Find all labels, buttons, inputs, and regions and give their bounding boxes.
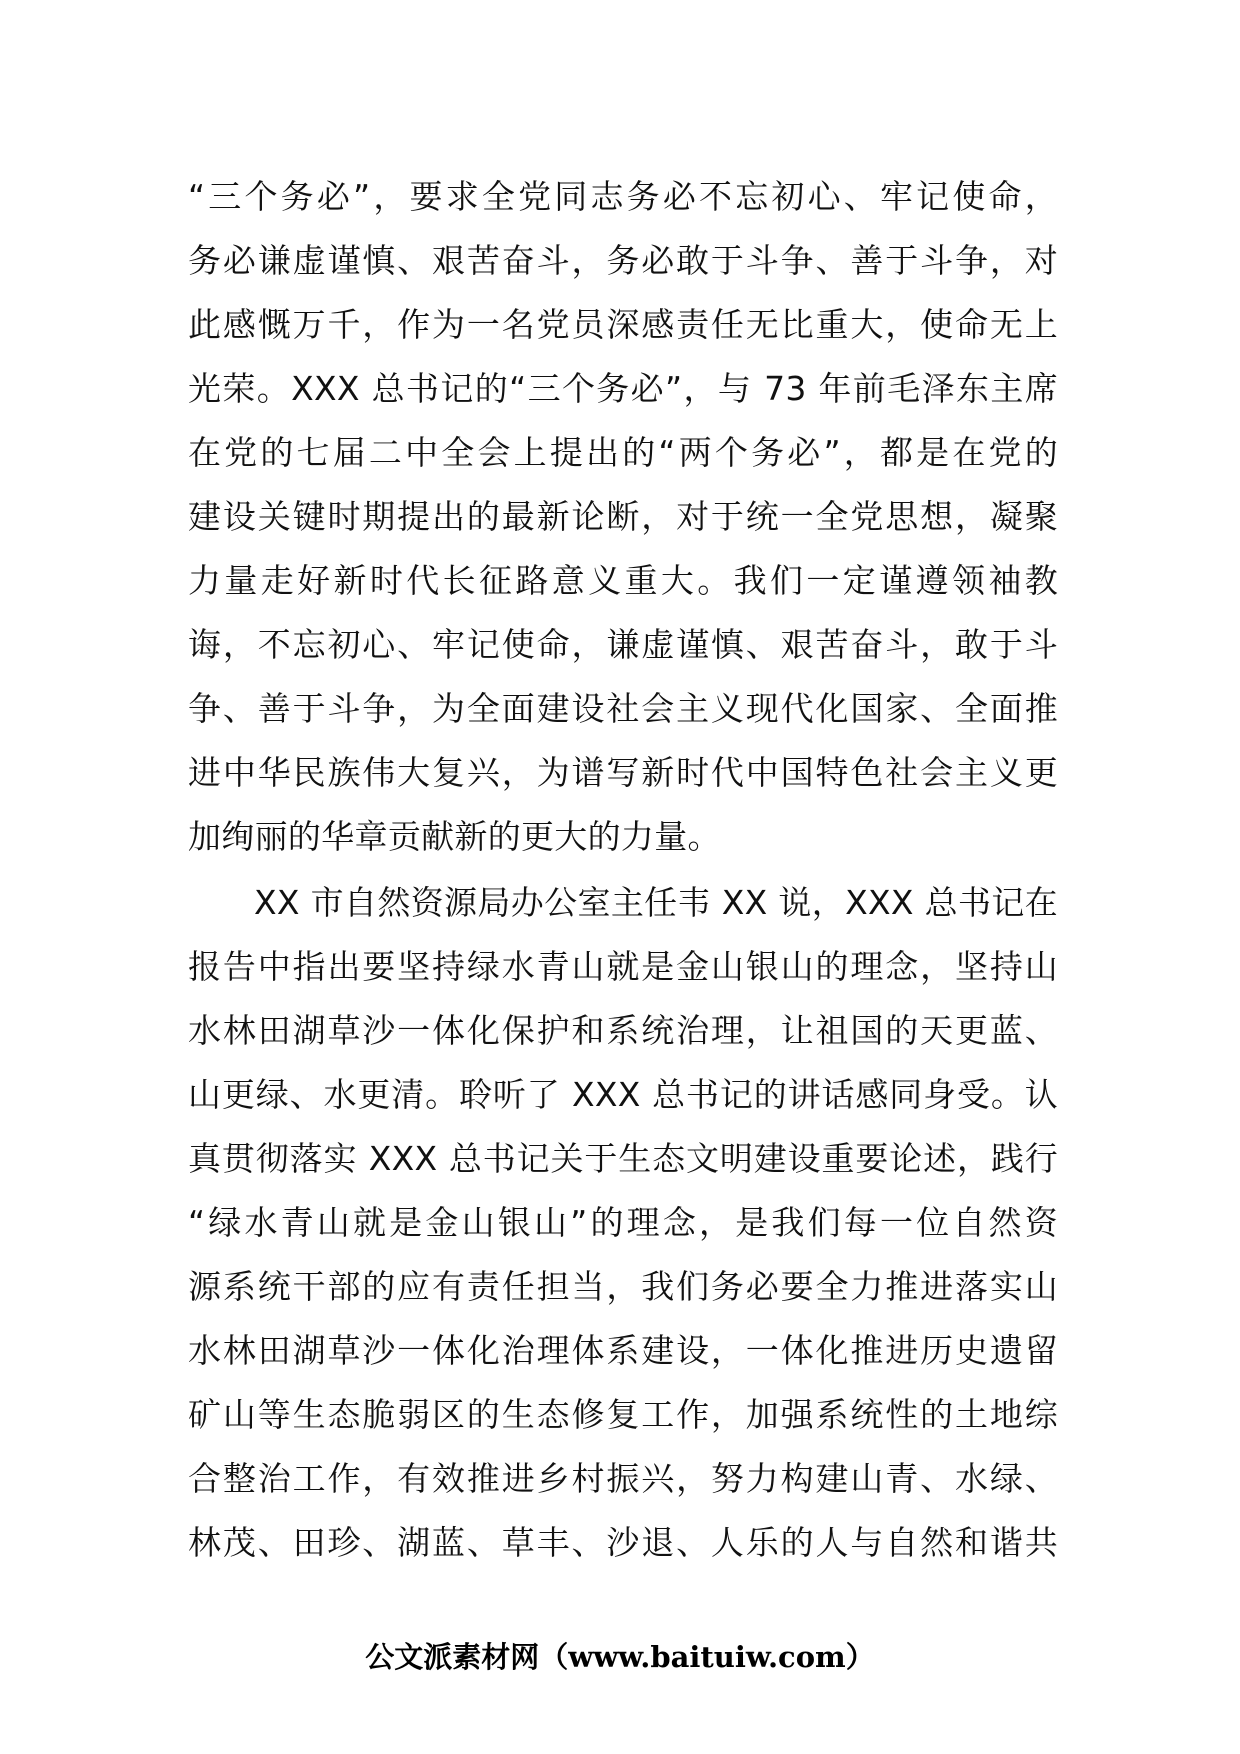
text-line: “三个务必”，要求全党同志务必不忘初心、牢记使命， [188, 177, 1058, 216]
text-line: “绿水青山就是金山银山”的理念，是我们每一位自然资 [188, 1203, 1058, 1242]
text-line: 在党的七届二中全会上提出的“两个务必”，都是在党的 [188, 433, 1058, 472]
paragraph [188, 871, 1058, 1575]
text-line: 争、善于斗争，为全面建设社会主义现代化国家、全面推 [188, 689, 1058, 728]
text-line: 此感慨万千，作为一名党员深感责任无比重大，使命无上 [188, 305, 1058, 344]
text-line: 真贯彻落实 XXX 总书记关于生态文明建设重要论述，践行 [188, 1139, 1058, 1178]
paragraph [188, 165, 1058, 869]
text-line: 源系统干部的应有责任担当，我们务必要全力推进落实山 [188, 1267, 1058, 1306]
text-line: 水林田湖草沙一体化治理体系建设，一体化推进历史遗留 [188, 1331, 1058, 1370]
text-line: 矿山等生态脆弱区的生态修复工作，加强系统性的土地综 [188, 1395, 1058, 1434]
text-line: 山更绿、水更清。聆听了 XXX 总书记的讲话感同身受。认 [188, 1075, 1058, 1114]
text-line: 务必谦虚谨慎、艰苦奋斗，务必敢于斗争、善于斗争，对 [188, 241, 1058, 280]
body-text [188, 165, 1058, 1575]
text-line: 水林田湖草沙一体化保护和系统治理，让祖国的天更蓝、 [188, 1011, 1058, 1050]
text-line: 诲，不忘初心、牢记使命，谦虚谨慎、艰苦奋斗，敢于斗 [188, 625, 1058, 664]
footer-watermark-text: 公文派素材网（www.baituiw.com） [365, 1640, 875, 1674]
text-line: 林茂、田珍、湖蓝、草丰、沙退、人乐的人与自然和谐共 [188, 1523, 1058, 1562]
text-line: 合整治工作，有效推进乡村振兴，努力构建山青、水绿、 [188, 1459, 1058, 1498]
text-line: 报告中指出要坚持绿水青山就是金山银山的理念，坚持山 [188, 947, 1058, 986]
text-line: 加绚丽的华章贡献新的更大的力量。 [188, 817, 721, 856]
text-line: 力量走好新时代长征路意义重大。我们一定谨遵领袖教 [188, 561, 1058, 600]
text-line: 建设关键时期提出的最新论断，对于统一全党思想，凝聚 [188, 497, 1058, 536]
text-line: 进中华民族伟大复兴，为谱写新时代中国特色社会主义更 [188, 753, 1058, 792]
text-line: 光荣。XXX 总书记的“三个务必”，与 73 年前毛泽东主席 [188, 369, 1058, 408]
text-line: XX 市自然资源局办公室主任韦 XX 说，XXX 总书记在 [254, 883, 1058, 922]
